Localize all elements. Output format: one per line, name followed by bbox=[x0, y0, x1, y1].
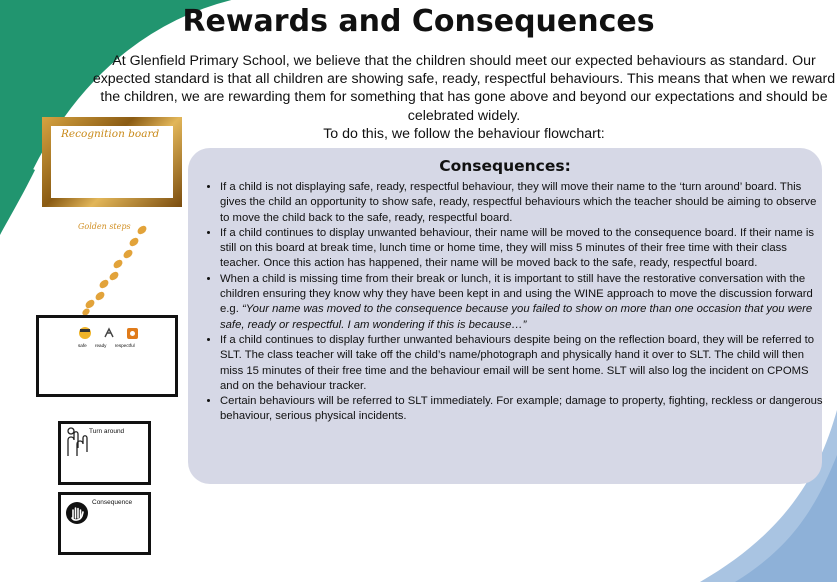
turn-around-label: Turn around bbox=[89, 428, 125, 435]
ready-label: ready bbox=[94, 343, 107, 348]
recognition-board bbox=[42, 117, 182, 207]
restorative-quote: “Your name was moved to the consequence because you failed to show on more than one occasion that you were safe, ready or respectful. I am wondering if this is because…” bbox=[220, 303, 813, 331]
consequence-item-turn-around: • If a child is not displaying safe, ready, respectful behaviour, they will move their name to the ‘turn around’ board. This gives the child an opportunity to show safe, ready, respectful behaviours which the teacher should be aiming to observe to move the child back to the safe, ready, respectful board. bbox=[220, 180, 824, 226]
consequence-board bbox=[58, 492, 151, 555]
consequence-item-consequence-board: • If a child continues to display unwanted behaviour, their name will be moved to the consequence board. If their name is still on this board at break time, lunch time or home time, they will miss 5 minutes of their free time with their class teacher. Once this action has happened, their name will be moved back to the safe, ready, respectful board. bbox=[220, 226, 824, 272]
safe-ready-respectful-board bbox=[36, 315, 178, 397]
recognition-board-label: Recognition board bbox=[61, 128, 160, 140]
restorative-text: When a child is missing time from their break or lunch, it is important to still have the restorative conversation with the children ensuring they know why they have been kept in and using the WINE approach to move the discussion forward e.g. bbox=[220, 272, 813, 316]
consequences-panel bbox=[188, 148, 822, 484]
hand-stop-icon bbox=[65, 501, 89, 525]
intro-text bbox=[90, 52, 837, 143]
safe-ready-respectful-labels bbox=[78, 343, 142, 348]
golden-steps-label: Golden steps bbox=[78, 222, 131, 231]
consequence-item-restorative bbox=[220, 272, 824, 333]
consequences-heading: Consequences: bbox=[439, 157, 571, 175]
turn-around-board bbox=[58, 421, 151, 485]
recognition-board-inner bbox=[51, 126, 173, 198]
turn-around-hands-icon bbox=[63, 426, 89, 458]
intro-paragraph: At Glenfield Primary School, we believe that the children should meet our expected behaviours as standard. Our expected standard is that all children are showing safe, ready, respectful behaviours. This means that when we reward the children, we are rewarding them for something that has gone above and beyond our expectations and should be celebrated widely. bbox=[92, 53, 836, 124]
consequence-item-immediate-slt: • Certain behaviours will be referred to SLT immediately. For example; damage to property, fighting, reckless or dangerous behaviour, serious physical incidents. bbox=[220, 394, 824, 425]
safe-ready-respectful-icons bbox=[77, 325, 147, 341]
respectful-label: respectful bbox=[114, 343, 135, 348]
page-title: Rewards and Consequences bbox=[182, 4, 655, 39]
consequence-item-slt-referral: • If a child continues to display further unwanted behaviours despite being on the reflection board, they will be referred to SLT. The class teacher will take off the child’s name/photograph and physically hand it over to SLT. The child will then miss 15 minutes of their free time and the behaviour email will be sent home. SLT will also log the incident on CPOMS and on the behaviour tracker. bbox=[220, 333, 824, 394]
consequence-label: Consequence bbox=[92, 499, 133, 506]
intro-flowchart-line: To do this, we follow the behaviour flowchart: bbox=[323, 125, 605, 142]
safe-label: safe bbox=[78, 343, 87, 348]
footprints-icon bbox=[74, 218, 158, 316]
consequences-list bbox=[204, 180, 824, 425]
